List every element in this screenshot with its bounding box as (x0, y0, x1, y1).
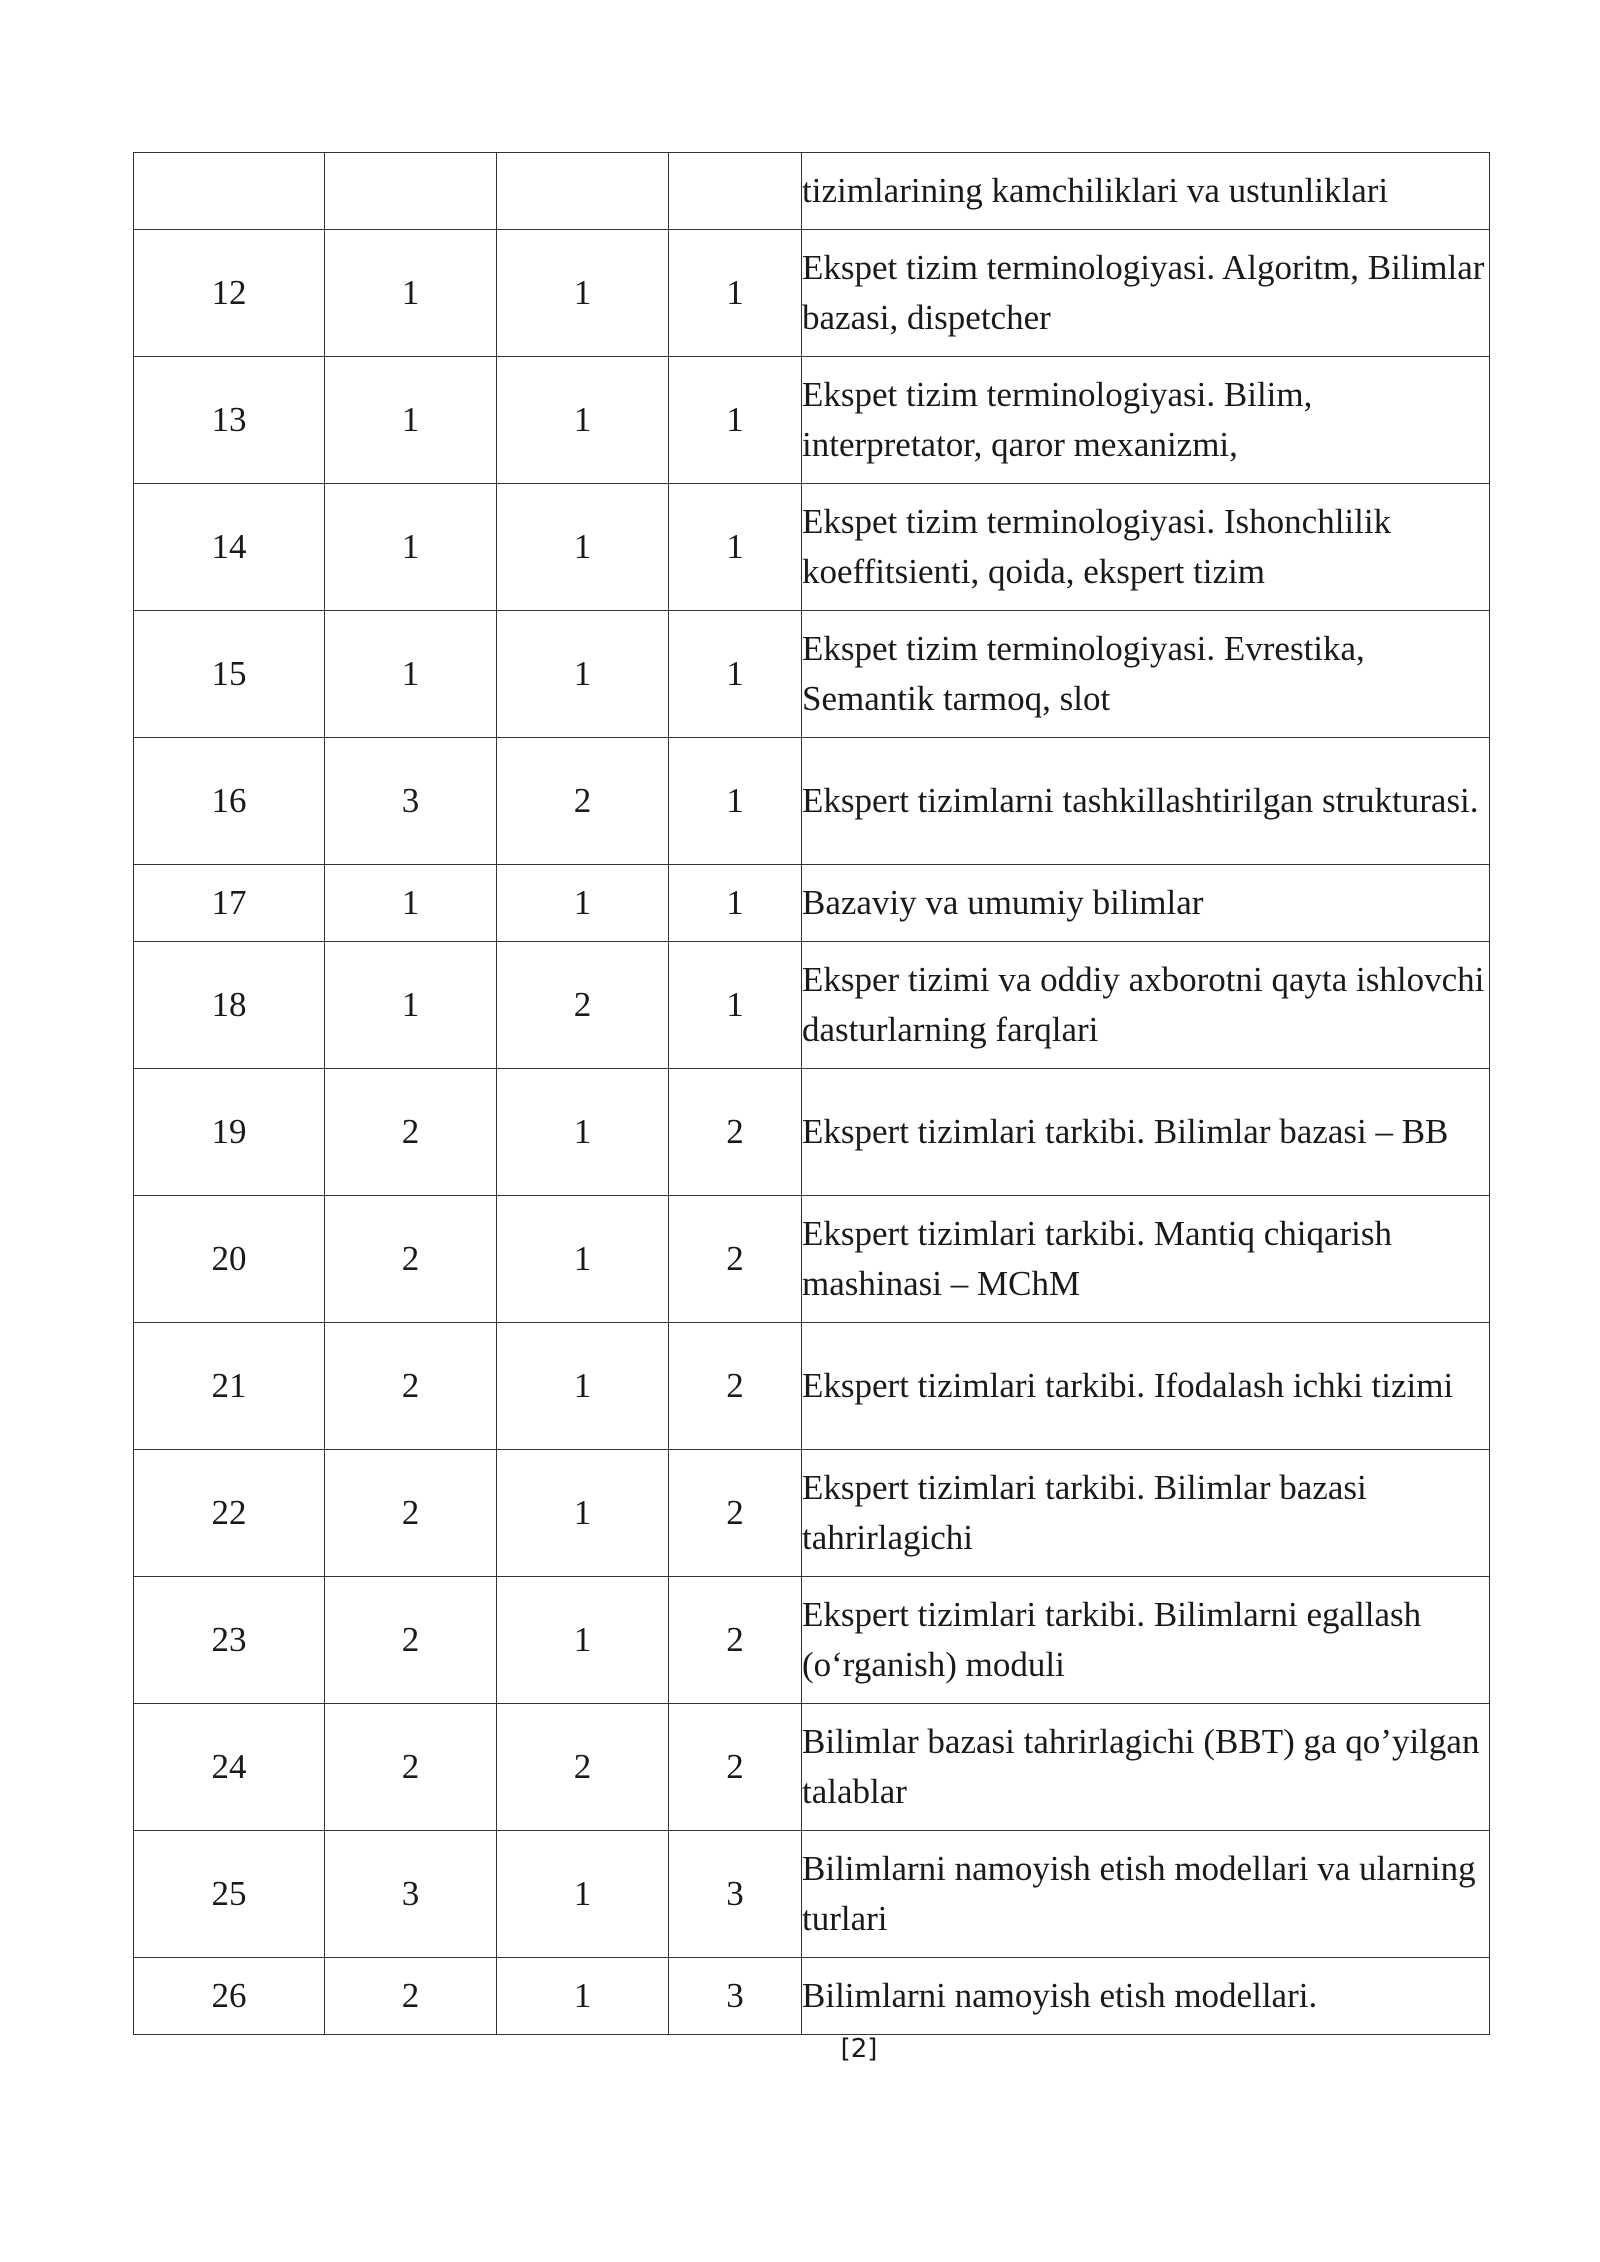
cell-c: 1 (669, 942, 802, 1069)
topic-cell: tizimlarining kamchiliklari va ustunliklari (802, 153, 1490, 230)
cell-c: 1 (669, 738, 802, 865)
cell-a: 2 (325, 1958, 497, 2035)
cell-b: 2 (497, 1704, 669, 1831)
cell-a: 1 (325, 484, 497, 611)
row-number-cell: 15 (134, 611, 325, 738)
cell-b: 1 (497, 611, 669, 738)
cell-a: 1 (325, 611, 497, 738)
cell-a: 2 (325, 1450, 497, 1577)
topic-cell: Bilimlarni namoyish etish modellari va ularning turlari (802, 1831, 1490, 1958)
cell-c: 2 (669, 1069, 802, 1196)
topic-cell: Bazaviy va umumiy bilimlar (802, 865, 1490, 942)
row-number-cell: 21 (134, 1323, 325, 1450)
topic-cell: Ekspert tizimlari tarkibi. Bilimlarni egallash (o‘rganish) moduli (802, 1577, 1490, 1704)
cell-b: 1 (497, 1958, 669, 2035)
cell-c: 1 (669, 357, 802, 484)
cell-c: 1 (669, 484, 802, 611)
cell-b: 1 (497, 865, 669, 942)
table-row (134, 153, 1490, 230)
cell-c: 2 (669, 1323, 802, 1450)
row-number-cell (134, 153, 325, 230)
cell-b: 1 (497, 1323, 669, 1450)
topic-cell: Ekspet tizim terminologiyasi. Bilim, interpretator, qaror mexanizmi, (802, 357, 1490, 484)
topic-cell: Ekspert tizimlari tarkibi. Ifodalash ichki tizimi (802, 1323, 1490, 1450)
topic-cell: Eksper tizimi va oddiy axborotni qayta ishlovchi dasturlarning farqlari (802, 942, 1490, 1069)
cell-a: 2 (325, 1196, 497, 1323)
cell-b: 1 (497, 1577, 669, 1704)
topic-cell: Ekspert tizimlari tarkibi. Bilimlar bazasi – BB (802, 1069, 1490, 1196)
cell-a: 2 (325, 1069, 497, 1196)
cell-a: 1 (325, 942, 497, 1069)
row-number-cell: 20 (134, 1196, 325, 1323)
cell-b: 1 (497, 230, 669, 357)
table-row (134, 230, 1490, 357)
cell-b: 2 (497, 942, 669, 1069)
cell-a: 1 (325, 230, 497, 357)
cell-b: 1 (497, 1450, 669, 1577)
cell-a: 2 (325, 1577, 497, 1704)
topic-cell: Ekspert tizimlarni tashkillashtirilgan strukturasi. (802, 738, 1490, 865)
table-row (134, 1323, 1490, 1450)
cell-a: 2 (325, 1704, 497, 1831)
cell-b: 1 (497, 1196, 669, 1323)
cell-c: 1 (669, 865, 802, 942)
cell-b: 1 (497, 1069, 669, 1196)
cell-a: 1 (325, 865, 497, 942)
cell-c: 2 (669, 1704, 802, 1831)
row-number-cell: 14 (134, 484, 325, 611)
cell-b: 1 (497, 357, 669, 484)
table-row (134, 1577, 1490, 1704)
topic-cell: Ekspet tizim terminologiyasi. Ishonchlilik koeffitsienti, qoida, ekspert tizim (802, 484, 1490, 611)
row-number-cell: 22 (134, 1450, 325, 1577)
topic-cell: Ekspert tizimlari tarkibi. Bilimlar bazasi tahrirlagichi (802, 1450, 1490, 1577)
cell-c: 2 (669, 1196, 802, 1323)
topic-cell: Bilimlar bazasi tahrirlagichi (BBT) ga qo’yilgan talablar (802, 1704, 1490, 1831)
topics-table (133, 152, 1490, 2035)
cell-a (325, 153, 497, 230)
table-row (134, 484, 1490, 611)
cell-c: 1 (669, 230, 802, 357)
topic-cell: Ekspet tizim terminologiyasi. Algoritm, Bilimlar bazasi, dispetcher (802, 230, 1490, 357)
topic-cell: Ekspert tizimlari tarkibi. Mantiq chiqarish mashinasi – MChM (802, 1196, 1490, 1323)
topic-cell: Ekspet tizim terminologiyasi. Evrestika, Semantik tarmoq, slot (802, 611, 1490, 738)
table-row (134, 611, 1490, 738)
cell-c: 2 (669, 1577, 802, 1704)
table-row (134, 1450, 1490, 1577)
cell-b (497, 153, 669, 230)
cell-b: 2 (497, 738, 669, 865)
cell-c: 1 (669, 611, 802, 738)
cell-a: 2 (325, 1323, 497, 1450)
table-row (134, 865, 1490, 942)
table-row (134, 1196, 1490, 1323)
cell-a: 1 (325, 357, 497, 484)
row-number-cell: 17 (134, 865, 325, 942)
topic-cell: Bilimlarni namoyish etish modellari. (802, 1958, 1490, 2035)
cell-c: 3 (669, 1831, 802, 1958)
row-number-cell: 25 (134, 1831, 325, 1958)
row-number-cell: 16 (134, 738, 325, 865)
page-number: [2] (840, 2034, 878, 2064)
row-number-cell: 24 (134, 1704, 325, 1831)
cell-c (669, 153, 802, 230)
table-row (134, 1831, 1490, 1958)
row-number-cell: 13 (134, 357, 325, 484)
cell-c: 2 (669, 1450, 802, 1577)
cell-b: 1 (497, 484, 669, 611)
cell-c: 3 (669, 1958, 802, 2035)
row-number-cell: 19 (134, 1069, 325, 1196)
row-number-cell: 26 (134, 1958, 325, 2035)
table-row (134, 1958, 1490, 2035)
table-row (134, 942, 1490, 1069)
row-number-cell: 23 (134, 1577, 325, 1704)
cell-b: 1 (497, 1831, 669, 1958)
table-row (134, 738, 1490, 865)
cell-a: 3 (325, 1831, 497, 1958)
cell-a: 3 (325, 738, 497, 865)
table-row (134, 357, 1490, 484)
table-row (134, 1704, 1490, 1831)
row-number-cell: 18 (134, 942, 325, 1069)
table-row (134, 1069, 1490, 1196)
row-number-cell: 12 (134, 230, 325, 357)
